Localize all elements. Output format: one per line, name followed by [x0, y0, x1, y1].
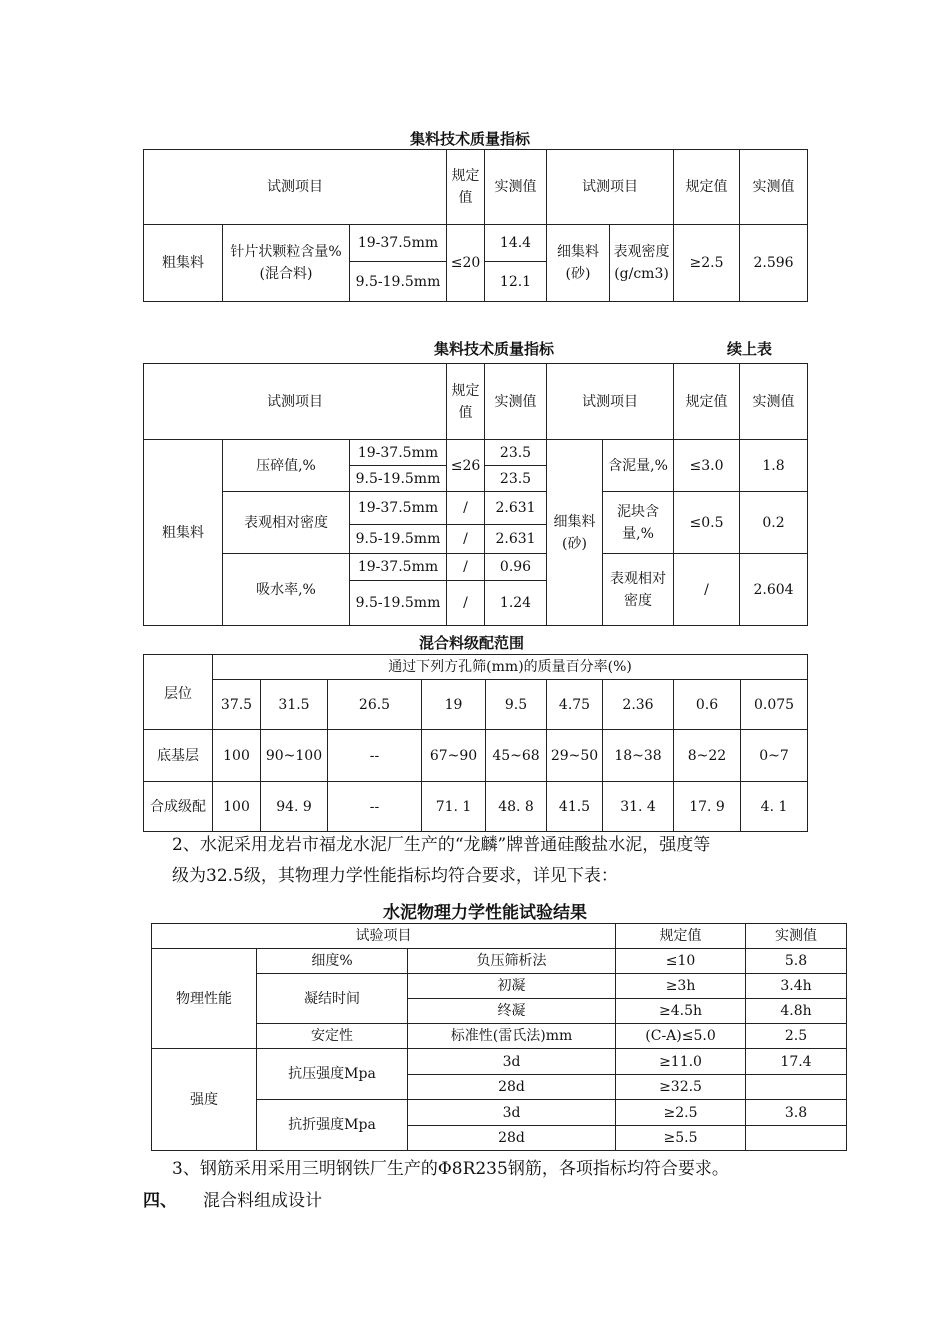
needle-spec: ≤20	[447, 225, 485, 302]
section-number: 四、	[143, 1191, 177, 1211]
layer-header: 层位	[144, 655, 213, 730]
header-spec: 规定值	[616, 924, 746, 949]
header-test-item: 试测项目	[144, 364, 447, 440]
sieve-size: 31.5	[261, 680, 328, 730]
flexural-label: 抗折强度Mpa	[257, 1100, 408, 1151]
sieve-size: 26.5	[328, 680, 422, 730]
flex3-spec: ≥2.5	[616, 1100, 746, 1126]
size-label: 9.5-19.5mm	[350, 466, 447, 492]
comp3-spec: ≥11.0	[616, 1049, 746, 1075]
base-value: 100	[213, 730, 261, 782]
age-28d: 28d	[408, 1126, 616, 1151]
cement-paragraph-line2: 级为32.5级，其物理力学性能指标均符合要求，详见下表：	[172, 866, 618, 886]
fineness-value: 5.8	[746, 949, 847, 974]
reldens-value: 2.631	[485, 492, 547, 525]
sieve-method: 负压筛析法	[408, 949, 616, 974]
header-test-item-2: 试测项目	[547, 150, 674, 225]
clay-label: 泥块含量,%	[603, 492, 674, 554]
cement-test-table	[151, 923, 847, 1151]
standard-method: 标准性(雷氏法)mm	[408, 1024, 616, 1049]
header-spec: 规定值	[447, 150, 485, 225]
final-value: 4.8h	[746, 999, 847, 1024]
clay-spec: ≤0.5	[674, 492, 740, 554]
needle-label: 针片状颗粒含量%(混合料)	[223, 225, 350, 302]
synthetic-value: 94. 9	[261, 782, 328, 832]
crush-value: 23.5	[485, 440, 547, 466]
header-measured: 实测值	[485, 364, 547, 440]
crush-spec: ≤26	[447, 440, 485, 492]
base-value: 90~100	[261, 730, 328, 782]
base-value: 67~90	[422, 730, 486, 782]
soundness-label: 安定性	[257, 1024, 408, 1049]
sieve-size: 4.75	[547, 680, 603, 730]
coarse-label: 粗集料	[144, 440, 223, 626]
synthetic-value: 41.5	[547, 782, 603, 832]
synthetic-label: 合成级配	[144, 782, 213, 832]
absorb-label: 吸水率,%	[223, 554, 350, 626]
initial-value: 3.4h	[746, 974, 847, 999]
age-3d: 3d	[408, 1100, 616, 1126]
crush-value: 23.5	[485, 466, 547, 492]
fdens-spec: /	[674, 554, 740, 626]
header-measured-2: 实测值	[740, 364, 808, 440]
absorb-spec: /	[447, 554, 485, 581]
soundness-value: 2.5	[746, 1024, 847, 1049]
base-label: 底基层	[144, 730, 213, 782]
compressive-label: 抗压强度Mpa	[257, 1049, 408, 1100]
comp28-spec: ≥32.5	[616, 1075, 746, 1100]
crush-label: 压碎值,%	[223, 440, 350, 492]
header-measured: 实测值	[485, 150, 547, 225]
synthetic-value: 71. 1	[422, 782, 486, 832]
header-test-item: 试验项目	[152, 924, 616, 949]
age-3d: 3d	[408, 1049, 616, 1075]
header-test-item-2: 试测项目	[547, 364, 674, 440]
sieve-size: 0.075	[741, 680, 808, 730]
initial-spec: ≥3h	[616, 974, 746, 999]
size-label: 9.5-19.5mm	[350, 262, 447, 302]
sieve-size: 9.5	[486, 680, 547, 730]
table1-caption: 集料技术质量指标	[410, 130, 531, 148]
density-value: 2.596	[740, 225, 808, 302]
size-label: 19-37.5mm	[350, 492, 447, 525]
density-spec: ≥2.5	[674, 225, 740, 302]
base-value: 0~7	[741, 730, 808, 782]
sieve-size: 37.5	[213, 680, 261, 730]
aggregate-quality-table	[143, 149, 808, 302]
pass-header: 通过下列方孔筛(mm)的质量百分率(%)	[213, 655, 808, 680]
sieve-size: 19	[422, 680, 486, 730]
table4-caption: 水泥物理力学性能试验结果	[383, 903, 587, 923]
size-label: 19-37.5mm	[350, 440, 447, 466]
physical-label: 物理性能	[152, 949, 257, 1049]
strength-label: 强度	[152, 1049, 257, 1151]
reldens-value: 2.631	[485, 525, 547, 554]
table3-caption: 混合料级配范围	[419, 634, 525, 652]
comp28-value	[746, 1075, 847, 1100]
synthetic-row	[144, 782, 808, 832]
synthetic-value: 31. 4	[603, 782, 674, 832]
mud-spec: ≤3.0	[674, 440, 740, 492]
mud-label: 含泥量,%	[603, 440, 674, 492]
initial-label: 初凝	[408, 974, 616, 999]
fdens-label: 表观相对密度	[603, 554, 674, 626]
header-measured-2: 实测值	[740, 150, 808, 225]
fineness-label: 细度%	[257, 949, 408, 974]
sieve-size: 2.36	[603, 680, 674, 730]
sieve-row	[144, 680, 808, 730]
base-value: --	[328, 730, 422, 782]
coarse-label: 粗集料	[144, 225, 223, 302]
base-row	[144, 730, 808, 782]
absorb-value: 1.24	[485, 581, 547, 626]
cement-paragraph-line1: 2、水泥采用龙岩市福龙水泥厂生产的“龙麟”牌普通硅酸盐水泥，强度等	[172, 835, 711, 855]
setting-label: 凝结时间	[257, 974, 408, 1024]
density-label: 表观密度(g/cm3)	[610, 225, 674, 302]
synthetic-value: 100	[213, 782, 261, 832]
size-label: 9.5-19.5mm	[350, 581, 447, 626]
flex3-value: 3.8	[746, 1100, 847, 1126]
synthetic-value: --	[328, 782, 422, 832]
reldens-label: 表观相对密度	[223, 492, 350, 554]
size-label: 19-37.5mm	[350, 225, 447, 262]
absorb-spec: /	[447, 581, 485, 626]
steel-paragraph: 3、钢筋采用采用三明钢铁厂生产的Φ8R235钢筋，各项指标均符合要求。	[172, 1159, 729, 1179]
mud-value: 1.8	[740, 440, 808, 492]
base-value: 29~50	[547, 730, 603, 782]
header-test-item: 试测项目	[144, 150, 447, 225]
gradation-table	[143, 654, 808, 832]
table2-caption: 集料技术质量指标	[434, 340, 555, 358]
base-value: 8~22	[674, 730, 741, 782]
final-spec: ≥4.5h	[616, 999, 746, 1024]
base-value: 18~38	[603, 730, 674, 782]
header-spec-2: 规定值	[674, 150, 740, 225]
sieve-size: 0.6	[674, 680, 741, 730]
header-spec: 规定值	[447, 364, 485, 440]
fineness-spec: ≤10	[616, 949, 746, 974]
size-label: 9.5-19.5mm	[350, 525, 447, 554]
synthetic-value: 48. 8	[486, 782, 547, 832]
flex28-value	[746, 1126, 847, 1151]
absorb-value: 0.96	[485, 554, 547, 581]
size-label: 19-37.5mm	[350, 554, 447, 581]
fine-label: 细集料(砂)	[547, 440, 603, 626]
header-measured: 实测值	[746, 924, 847, 949]
comp3-value: 17.4	[746, 1049, 847, 1075]
flex28-spec: ≥5.5	[616, 1126, 746, 1151]
synthetic-value: 4. 1	[741, 782, 808, 832]
fdens-value: 2.604	[740, 554, 808, 626]
needle-value: 12.1	[485, 262, 547, 302]
continued-label: 续上表	[727, 340, 773, 358]
base-value: 45~68	[486, 730, 547, 782]
age-28d: 28d	[408, 1075, 616, 1100]
soundness-spec: (C-A)≤5.0	[616, 1024, 746, 1049]
synthetic-value: 17. 9	[674, 782, 741, 832]
clay-value: 0.2	[740, 492, 808, 554]
reldens-spec: /	[447, 525, 485, 554]
aggregate-quality-table-cont	[143, 363, 808, 626]
final-label: 终凝	[408, 999, 616, 1024]
fine-label: 细集料(砂)	[547, 225, 610, 302]
header-spec-2: 规定值	[674, 364, 740, 440]
reldens-spec: /	[447, 492, 485, 525]
section-title: 混合料组成设计	[203, 1191, 322, 1211]
needle-value: 14.4	[485, 225, 547, 262]
